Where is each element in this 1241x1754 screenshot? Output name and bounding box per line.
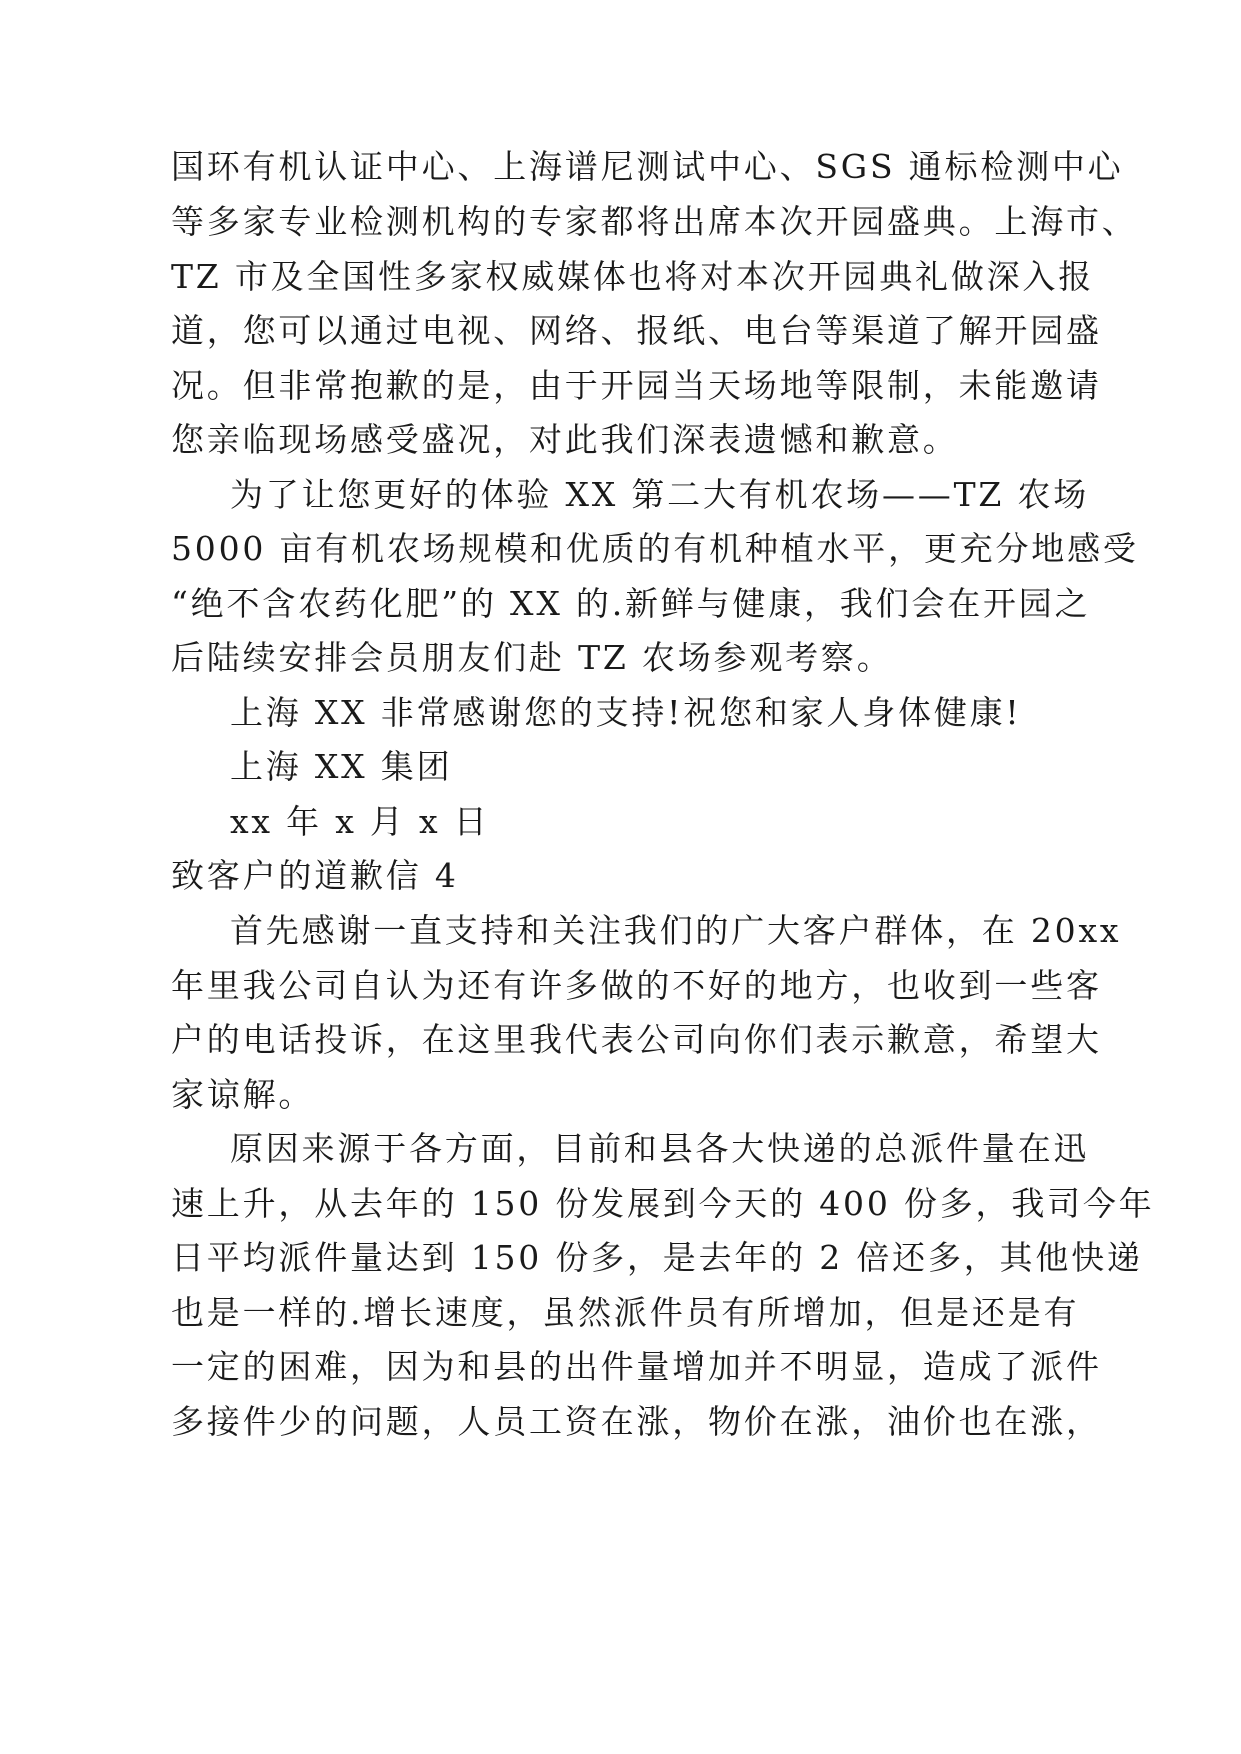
text-line: “绝不含农药化肥”的 XX 的.新鲜与健康，我们会在开园之	[171, 584, 1091, 623]
signature-line: 上海 XX 集团	[230, 747, 453, 786]
text-line: 户的电话投诉，在这里我代表公司向你们表示歉意，希望大	[171, 1020, 1102, 1059]
text-line: 后陆续安排会员朋友们赴 TZ 农场参观考察。	[171, 638, 893, 677]
text-line: 等多家专业检测机构的专家都将出席本次开园盛典。上海市、	[171, 202, 1138, 241]
text-line: 速上升，从去年的 150 份发展到今天的 400 份多，我司今年	[171, 1184, 1155, 1223]
date-line: xx 年 x 月 x 日	[230, 802, 490, 841]
text-line: 道，您可以通过电视、网络、报纸、电台等渠道了解开园盛	[171, 311, 1102, 350]
text-line: 国环有机认证中心、上海谱尼测试中心、SGS 通标检测中心	[171, 147, 1124, 186]
closing-line: 上海 XX 非常感谢您的支持!祝您和家人身体健康!	[230, 693, 1022, 732]
text-line: 一定的困难，因为和县的出件量增加并不明显，造成了派件	[171, 1347, 1102, 1386]
text-line: 日平均派件量达到 150 份多，是去年的 2 倍还多，其他快递	[171, 1238, 1143, 1277]
text-line: 原因来源于各方面，目前和县各大快递的总派件量在迅	[230, 1129, 1090, 1168]
text-line: 多接件少的问题，人员工资在涨，物价在涨，油价也在涨，	[171, 1402, 1102, 1441]
text-line: TZ 市及全国性多家权威媒体也将对本次开园典礼做深入报	[171, 257, 1095, 296]
text-line: 也是一样的.增长速度，虽然派件员有所增加，但是还是有	[171, 1293, 1080, 1332]
text-line: 您亲临现场感受盛况，对此我们深表遗憾和歉意。	[171, 420, 959, 459]
text-line: 年里我公司自认为还有许多做的不好的地方，也收到一些客	[171, 966, 1102, 1005]
text-line: 况。但非常抱歉的是，由于开园当天场地等限制，未能邀请	[171, 366, 1102, 405]
text-line: 首先感谢一直支持和关注我们的广大客户群体，在 20xx	[230, 911, 1122, 950]
section-title: 致客户的道歉信 4	[171, 856, 459, 895]
text-line: 为了让您更好的体验 XX 第二大有机农场——TZ 农场	[230, 475, 1089, 514]
text-line: 家谅解。	[171, 1075, 315, 1114]
text-line: 5000 亩有机农场规模和优质的有机种植水平，更充分地感受	[171, 529, 1139, 568]
